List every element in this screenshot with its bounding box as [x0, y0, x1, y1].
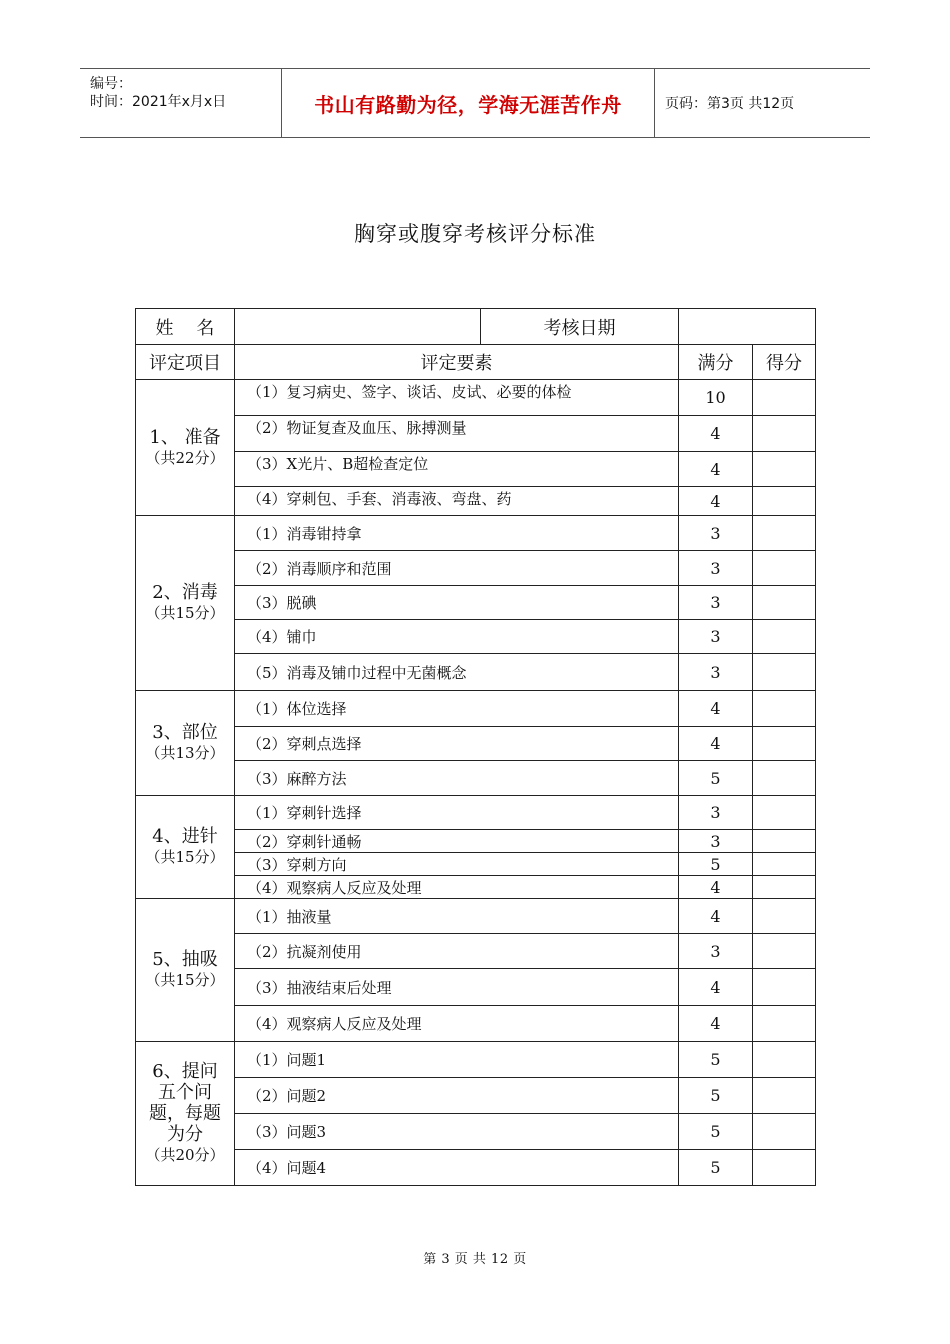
element-text: （4）穿刺包、手套、消毒液、弯盘、药 [235, 487, 679, 516]
element-text: （2）穿刺针通畅 [235, 830, 679, 853]
category-total: （共15分） [145, 604, 225, 622]
full-score: 3 [679, 620, 753, 654]
full-score: 5 [679, 1078, 753, 1114]
earned-score-cell[interactable] [753, 830, 816, 853]
earned-score-cell[interactable] [753, 380, 816, 416]
category-cell [136, 899, 235, 1042]
element-text: （1）复习病史、签字、谈话、皮试、必要的体检 [235, 380, 679, 416]
category-cell [136, 380, 235, 516]
page-header [80, 68, 870, 138]
full-score: 3 [679, 654, 753, 691]
element-text: （2）穿刺点选择 [235, 727, 679, 761]
element-text: （1）体位选择 [235, 691, 679, 727]
element-text: （3）麻醉方法 [235, 761, 679, 796]
full-score: 4 [679, 691, 753, 727]
table-row [136, 1150, 816, 1186]
earned-score-cell[interactable] [753, 796, 816, 830]
col-score-header: 得分 [753, 345, 816, 380]
number-label: 编号： [90, 76, 132, 92]
table-row [136, 853, 816, 876]
element-text: （3）X光片、B超检查定位 [235, 452, 679, 487]
table-row [136, 691, 816, 727]
table-row [136, 1078, 816, 1114]
name-row [136, 309, 816, 345]
name-value-cell[interactable] [235, 309, 481, 345]
element-text: （1）问题1 [235, 1042, 679, 1078]
element-text: （2）抗凝剂使用 [235, 934, 679, 969]
earned-score-cell[interactable] [753, 1006, 816, 1042]
category-total: （共15分） [145, 848, 225, 866]
exam-date-label: 考核日期 [481, 309, 679, 345]
header-page-info: 页码：第3页 共12页 [665, 96, 795, 112]
element-text: （1）消毒钳持拿 [235, 516, 679, 551]
full-score: 10 [679, 380, 753, 416]
table-row [136, 796, 816, 830]
element-text: （4）观察病人反应及处理 [235, 876, 679, 899]
earned-score-cell[interactable] [753, 1078, 816, 1114]
name-label: 姓 名 [136, 309, 235, 345]
earned-score-cell[interactable] [753, 761, 816, 796]
element-text: （2）消毒顺序和范围 [235, 551, 679, 586]
full-score: 4 [679, 416, 753, 452]
earned-score-cell[interactable] [753, 620, 816, 654]
full-score: 5 [679, 853, 753, 876]
full-score: 4 [679, 727, 753, 761]
full-score: 3 [679, 934, 753, 969]
earned-score-cell[interactable] [753, 487, 816, 516]
element-text: （1）抽液量 [235, 899, 679, 934]
full-score: 3 [679, 516, 753, 551]
full-score: 3 [679, 796, 753, 830]
earned-score-cell[interactable] [753, 516, 816, 551]
earned-score-cell[interactable] [753, 452, 816, 487]
element-text: （3）问题3 [235, 1114, 679, 1150]
category-name: 2、消毒 [152, 582, 218, 603]
table-row [136, 876, 816, 899]
table-row [136, 1006, 816, 1042]
element-text: （2）物证复查及血压、脉搏测量 [235, 416, 679, 452]
table-row [136, 969, 816, 1006]
category-cell [136, 796, 235, 899]
table-row [136, 654, 816, 691]
element-text: （3）脱碘 [235, 586, 679, 620]
table-row [136, 830, 816, 853]
table-row [136, 934, 816, 969]
header-motto: 书山有路勤为径，学海无涯苦作舟 [282, 69, 655, 137]
col-elements-header: 评定要素 [235, 345, 679, 380]
full-score: 3 [679, 551, 753, 586]
full-score: 3 [679, 830, 753, 853]
element-text: （4）问题4 [235, 1150, 679, 1186]
earned-score-cell[interactable] [753, 551, 816, 586]
table-row [136, 380, 816, 416]
table-row [136, 516, 816, 551]
category-total: （共15分） [145, 971, 225, 989]
table-row [136, 1042, 816, 1078]
table-row [136, 452, 816, 487]
earned-score-cell[interactable] [753, 899, 816, 934]
table-row [136, 416, 816, 452]
col-full-header: 满分 [679, 345, 753, 380]
earned-score-cell[interactable] [753, 691, 816, 727]
full-score: 4 [679, 452, 753, 487]
exam-date-value-cell[interactable] [679, 309, 816, 345]
category-cell [136, 516, 235, 691]
col-item-header: 评定项目 [136, 345, 235, 380]
table-row [136, 727, 816, 761]
table-row [136, 1114, 816, 1150]
category-total: （共22分） [145, 448, 225, 467]
earned-score-cell[interactable] [753, 1042, 816, 1078]
column-header-row [136, 345, 816, 380]
full-score: 4 [679, 487, 753, 516]
earned-score-cell[interactable] [753, 727, 816, 761]
category-total: （共13分） [145, 744, 225, 762]
category-cell [136, 1042, 235, 1186]
full-score: 5 [679, 1114, 753, 1150]
table-row [136, 899, 816, 934]
table-row [136, 551, 816, 586]
earned-score-cell[interactable] [753, 969, 816, 1006]
table-row [136, 487, 816, 516]
full-score: 5 [679, 1150, 753, 1186]
earned-score-cell[interactable] [753, 416, 816, 452]
earned-score-cell[interactable] [753, 654, 816, 691]
earned-score-cell[interactable] [753, 934, 816, 969]
earned-score-cell[interactable] [753, 586, 816, 620]
earned-score-cell[interactable] [753, 876, 816, 899]
earned-score-cell[interactable] [753, 853, 816, 876]
full-score: 5 [679, 761, 753, 796]
full-score: 5 [679, 1042, 753, 1078]
category-name: 1、 准备 [149, 426, 221, 448]
element-text: （1）穿刺针选择 [235, 796, 679, 830]
category-name: 3、部位 [152, 722, 218, 743]
earned-score-cell[interactable] [753, 1150, 816, 1186]
time-label: 时间：2021年x月x日 [90, 94, 227, 110]
table-row [136, 620, 816, 654]
document-title: 胸穿或腹穿考核评分标准 [354, 222, 596, 246]
category-name: 6、提问五个问题，每题为分 [149, 1061, 221, 1145]
full-score: 4 [679, 876, 753, 899]
category-cell [136, 691, 235, 796]
element-text: （4）铺巾 [235, 620, 679, 654]
element-text: （4）观察病人反应及处理 [235, 1006, 679, 1042]
element-text: （5）消毒及铺巾过程中无菌概念 [235, 654, 679, 691]
element-text: （2）问题2 [235, 1078, 679, 1114]
element-text: （3）穿刺方向 [235, 853, 679, 876]
full-score: 4 [679, 1006, 753, 1042]
element-text: （3）抽液结束后处理 [235, 969, 679, 1006]
table-row [136, 761, 816, 796]
full-score: 4 [679, 969, 753, 1006]
category-total: （共20分） [145, 1146, 225, 1164]
full-score: 3 [679, 586, 753, 620]
scoring-table [135, 308, 816, 1186]
full-score: 4 [679, 899, 753, 934]
page-footer: 第 3 页 共 12 页 [423, 1252, 527, 1267]
header-meta [80, 69, 282, 137]
category-name: 4、进针 [152, 826, 218, 847]
category-name: 5、抽吸 [152, 949, 218, 970]
earned-score-cell[interactable] [753, 1114, 816, 1150]
table-row [136, 586, 816, 620]
